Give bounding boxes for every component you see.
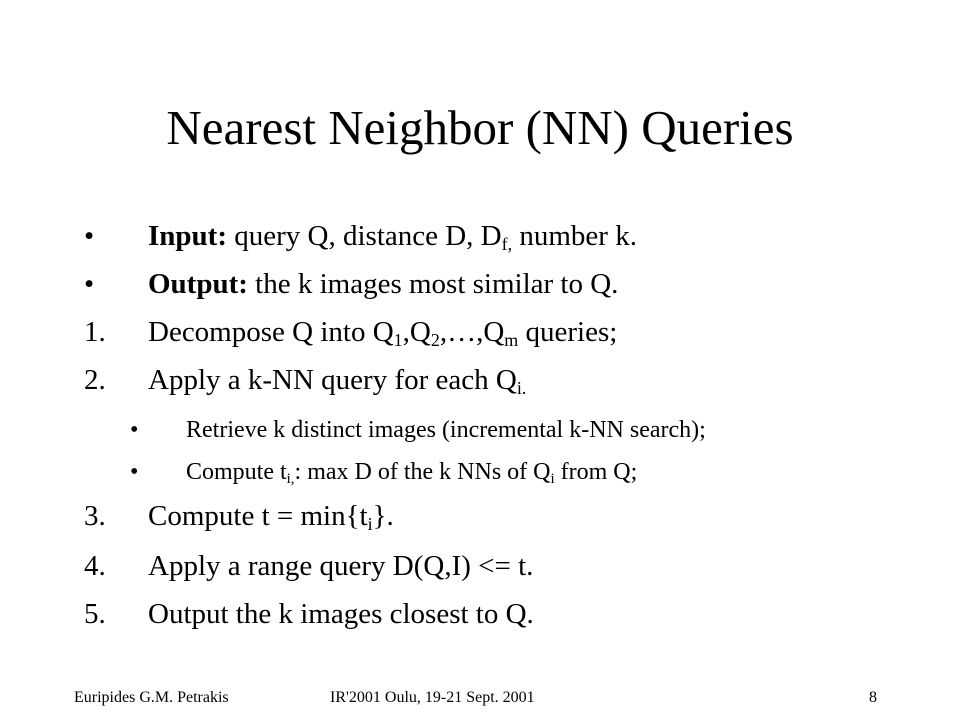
bold-label: Input:	[148, 220, 227, 252]
sub-bullet-text: Retrieve k distinct images (incremental k-NN search);	[186, 417, 706, 443]
text-segment: Compute t = min{t	[148, 500, 368, 532]
text-segment: ,…,Q	[439, 316, 505, 348]
text-segment: queries;	[518, 316, 618, 348]
text-segment: from Q;	[554, 459, 638, 485]
text-segment: Compute t	[186, 459, 287, 485]
subscript: i,	[286, 471, 295, 488]
bold-label: Output:	[148, 268, 248, 300]
bullet-text	[148, 264, 618, 304]
subscript: i	[367, 514, 373, 535]
text-segment: number k.	[512, 220, 637, 252]
bullet-text	[148, 216, 637, 256]
footer-event: IR'2001 Oulu, 19-21 Sept. 2001	[330, 689, 535, 706]
subscript: 1	[393, 330, 403, 351]
bullet-marker: •	[130, 459, 139, 485]
bullet-marker: •	[84, 220, 95, 252]
number-marker: 2.	[84, 364, 106, 396]
bullet-marker: •	[130, 417, 139, 443]
text-segment: Decompose Q into Q	[148, 316, 394, 348]
number-marker: 4.	[84, 550, 106, 582]
subscript: i.	[516, 378, 527, 399]
subscript: 2	[430, 330, 440, 351]
item-text: Output the k images closest to Q.	[148, 598, 534, 630]
slide-title: Nearest Neighbor (NN) Queries	[166, 100, 794, 155]
item-text: Apply a range query D(Q,I) <= t.	[148, 550, 534, 582]
text-segment: }.	[372, 500, 394, 532]
number-marker: 3.	[84, 500, 106, 532]
item-text	[148, 312, 617, 352]
subscript: f,	[501, 234, 513, 255]
subscript: m	[504, 330, 519, 351]
number-marker: 5.	[84, 598, 106, 630]
footer-author: Euripides G.M. Petrakis	[74, 689, 229, 706]
text-segment: : max D of the k NNs of Q	[294, 459, 551, 485]
item-text	[148, 360, 526, 400]
text-segment: Apply a k-NN query for each Q	[148, 364, 517, 396]
footer-page-number: 8	[869, 689, 877, 706]
item-text	[148, 496, 394, 536]
number-marker: 1.	[84, 316, 106, 348]
text-segment: the k images most similar to Q.	[247, 268, 619, 300]
bullet-marker: •	[84, 268, 95, 300]
subscript: i	[550, 471, 555, 488]
text-segment: query Q, distance D, D	[227, 220, 502, 252]
sub-bullet-text	[186, 452, 637, 492]
text-segment: ,Q	[402, 316, 431, 348]
